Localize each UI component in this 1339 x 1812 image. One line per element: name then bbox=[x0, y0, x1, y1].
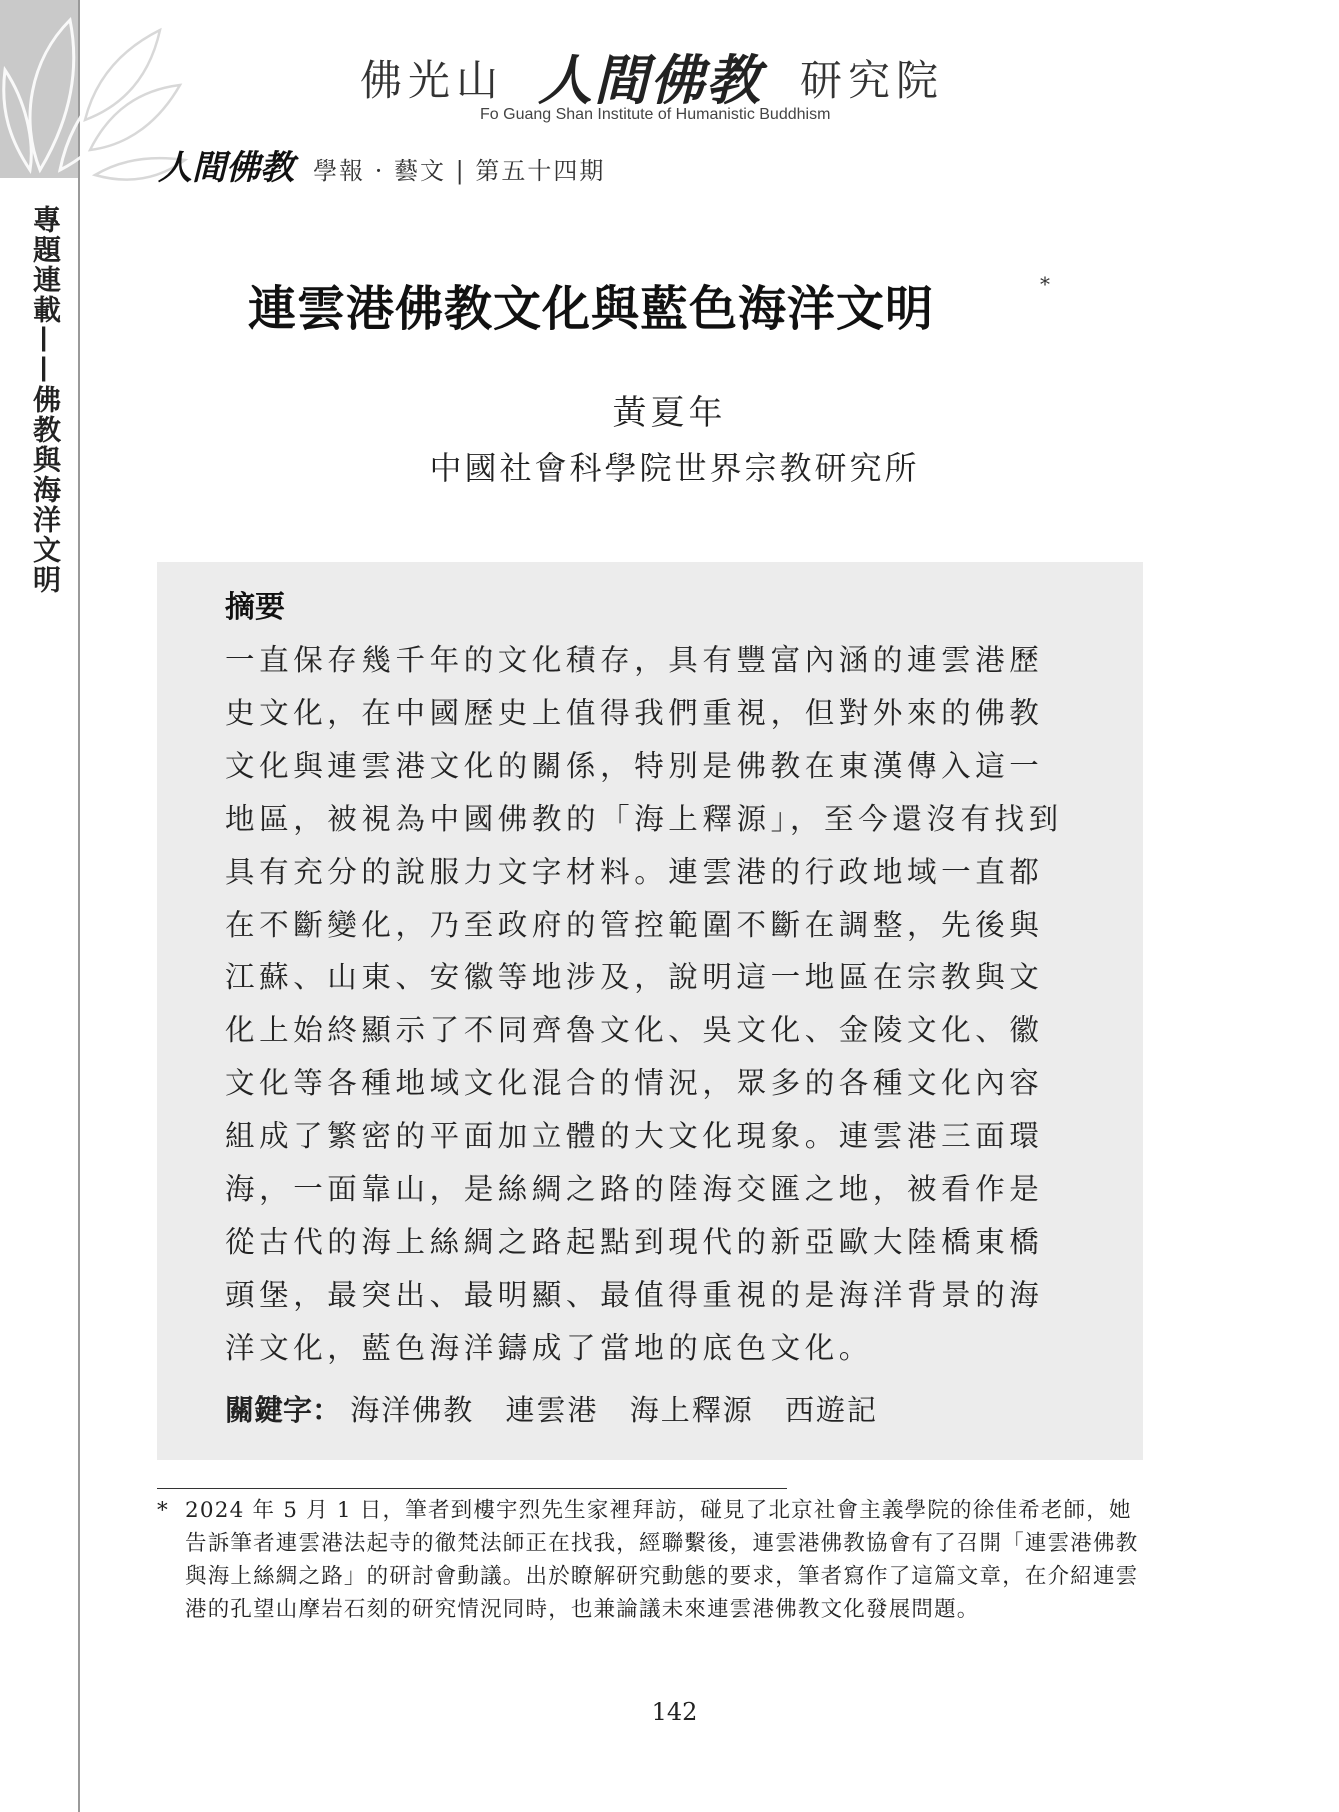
institute-title bbox=[360, 38, 980, 112]
journal-running-head bbox=[158, 140, 606, 188]
keyword: 連雲港 bbox=[505, 1393, 599, 1427]
institute-suffix: 研究院 bbox=[800, 56, 945, 105]
institute-prefix: 佛光山 bbox=[360, 56, 505, 105]
keywords-line bbox=[225, 1388, 900, 1429]
keywords-list bbox=[350, 1393, 900, 1427]
institute-brand-calligraphy: 人間佛教 bbox=[538, 48, 762, 112]
article-title: 連雲港佛教文化與藍色海洋文明 bbox=[248, 281, 935, 337]
keyword: 海洋佛教 bbox=[350, 1393, 475, 1427]
abstract-box bbox=[157, 562, 1143, 1460]
keywords-label: 關鍵字： bbox=[225, 1393, 342, 1427]
page-number: 142 bbox=[651, 1698, 698, 1726]
side-series-label: 專題連載——佛教與海洋文明 bbox=[29, 205, 62, 595]
journal-brand-calligraphy: 人間佛教 bbox=[158, 148, 294, 188]
author-affiliation: 中國社會科學院世界宗教研究所 bbox=[429, 449, 920, 487]
footnote-text: 2024 年 5 月 1 日，筆者到樓宇烈先生家裡拜訪，碰見了北京社會主義學院的徐佳希老師，她告訴筆者連雲港法起寺的徹梵法師正在找我，經聯繫後，連雲港佛教協會有了召開「連雲港佛教與海上絲綢之路」的研討會動議。出於瞭解研究動態的要求，筆者寫作了這篇文章，在介紹連雲港的孔望山摩岩石刻的研究情況同時，也兼論議未來連雲港佛教文化發展問題。 bbox=[185, 1498, 1139, 1622]
institute-english-name: Fo Guang Shan Institute of Humanistic Buddhism bbox=[480, 106, 831, 123]
footnote-divider bbox=[157, 1488, 787, 1489]
author-name: 黃夏年 bbox=[612, 393, 727, 433]
journal-issue-info: 學報 · 藝文 | 第五十四期 bbox=[313, 157, 606, 185]
abstract-heading: 摘要 bbox=[225, 590, 285, 625]
keyword: 西遊記 bbox=[784, 1393, 878, 1427]
title-footnote-mark: * bbox=[1040, 272, 1050, 296]
footnote-mark: * bbox=[157, 1498, 169, 1523]
keyword: 海上釋源 bbox=[629, 1393, 754, 1427]
abstract-body: 一直保存幾千年的文化積存，具有豐富內涵的連雲港歷史文化，在中國歷史上值得我們重視，但對外來的佛教文化與連雲港文化的關係，特別是佛教在東漢傳入這一地區，被視為中國佛教的「海上釋源」，至今還沒有找到具有充分的說服力文字材料。連雲港的行政地域一直都在不斷變化，乃至政府的管控範圍不斷在調整，先後與江蘇、山東、安徽等地涉及，說明這一地區在宗教與文化上始終顯示了不同齊魯文化、吳文化、金陵文化、徽文化等各種地域文化混合的情況，眾多的各種文化內容組成了繁密的平面加立體的大文化現象。連雲港三面環海，一面靠山，是絲綢之路的陸海交匯之地，被看作是從古代的海上絲綢之路起點到現代的新亞歐大陸橋東橋頭堡，最突出、最明顯、最值得重視的是海洋背景的海洋文化，藍色海洋鑄成了當地的底色文化。 bbox=[225, 643, 1063, 1365]
